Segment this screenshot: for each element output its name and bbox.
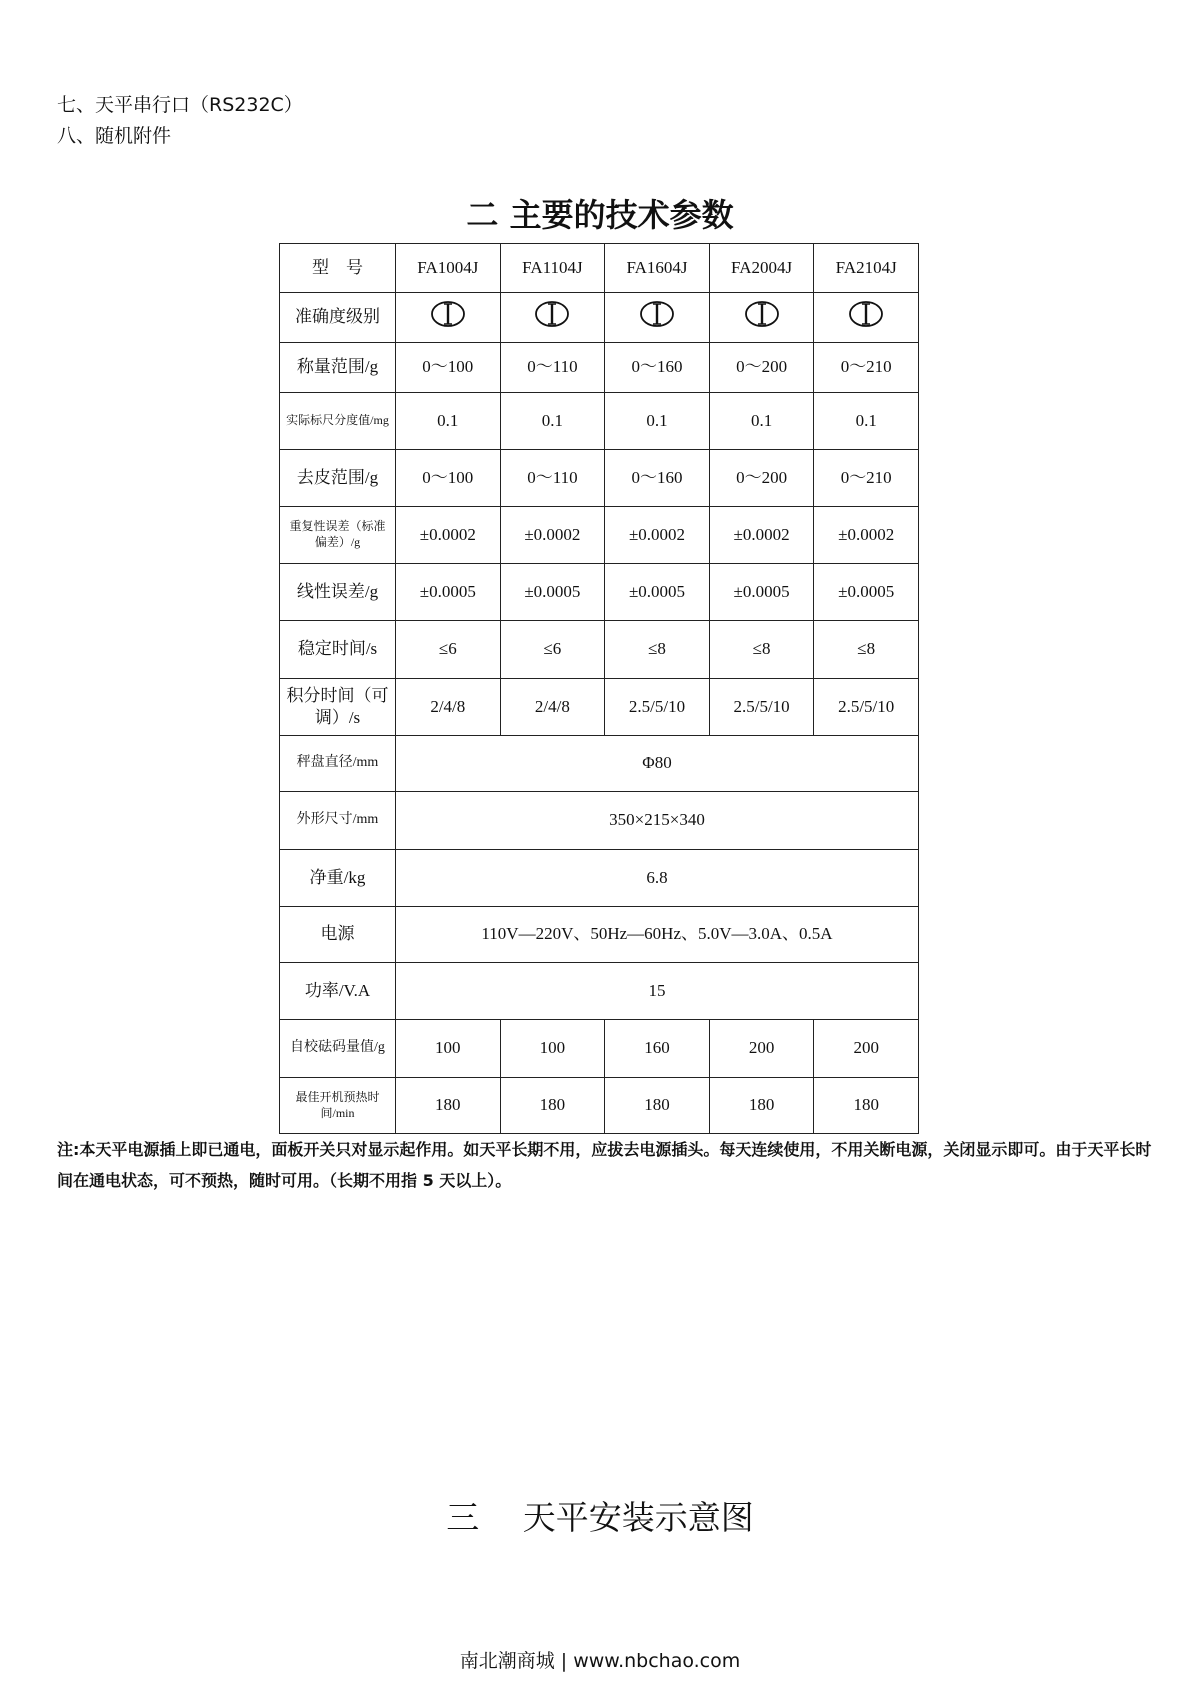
value-cell: ≤8: [605, 621, 710, 679]
value-cell: 180: [709, 1078, 814, 1134]
value-cell: 160: [605, 1020, 710, 1078]
value-cell: ±0.0005: [709, 564, 814, 621]
accuracy-class-I-icon: [744, 300, 780, 328]
model-header: FA1604J: [605, 244, 710, 293]
value-cell: 0.1: [396, 393, 501, 450]
accuracy-class-I-icon: [848, 300, 884, 328]
spec-row: [280, 736, 919, 792]
row-label: 电源: [280, 907, 396, 963]
value-cell: 0.1: [709, 393, 814, 450]
value-cell: ±0.0005: [500, 564, 605, 621]
value-cell: ±0.0002: [605, 507, 710, 564]
accuracy-cell: [814, 293, 919, 343]
spec-row: [280, 450, 919, 507]
section-title-specs: 二 主要的技术参数: [466, 196, 734, 234]
value-cell: ±0.0005: [814, 564, 919, 621]
value-cell: ±0.0002: [709, 507, 814, 564]
value-cell: 0～100: [396, 450, 501, 507]
value-cell: 2.5/5/10: [605, 679, 710, 736]
row-label: 净重/kg: [280, 850, 396, 907]
value-cell: 180: [396, 1078, 501, 1134]
value-cell: 2.5/5/10: [709, 679, 814, 736]
spec-row: [280, 907, 919, 963]
accuracy-cell: [605, 293, 710, 343]
value-cell: 100: [500, 1020, 605, 1078]
power-note: 注:本天平电源插上即已通电，面板开关只对显示起作用。如天平长期不用，应拔去电源插头。每天连续使用，不用关断电源，关闭显示即可。由于天平长时间在通电状态，可不预热，随时可用。（长期不用指 5 天以上）。: [57, 1140, 1152, 1190]
spec-row: [280, 679, 919, 736]
toc-item-serial-port: 七、天平串行口（RS232C）: [57, 94, 303, 116]
spec-row: [280, 621, 919, 679]
spec-row: [280, 393, 919, 450]
accuracy-class-I-icon: [534, 300, 570, 328]
row-label: 积分时间（可调）/s: [280, 679, 396, 736]
value-cell: 200: [709, 1020, 814, 1078]
value-cell: 100: [396, 1020, 501, 1078]
value-cell: 0～200: [709, 343, 814, 393]
value-cell: 0.1: [605, 393, 710, 450]
row-label: 准确度级别: [280, 293, 396, 343]
value-cell: 180: [605, 1078, 710, 1134]
toc-item-accessories: 八、随机附件: [57, 125, 172, 147]
value-cell: 0～110: [500, 343, 605, 393]
value-cell: 0～160: [605, 343, 710, 393]
value-cell: ±0.0002: [814, 507, 919, 564]
row-label: 实际标尺分度值/mg: [280, 393, 396, 450]
value-cell: 0.1: [500, 393, 605, 450]
model-header: FA1004J: [396, 244, 501, 293]
value-cell: ≤6: [500, 621, 605, 679]
accuracy-class-I-icon: [430, 300, 466, 328]
value-cell: 2/4/8: [500, 679, 605, 736]
accuracy-cell: [709, 293, 814, 343]
value-cell: ±0.0005: [605, 564, 710, 621]
merged-value: 350×215×340: [396, 792, 919, 850]
accuracy-cell: [396, 293, 501, 343]
value-cell: 2.5/5/10: [814, 679, 919, 736]
accuracy-class-I-icon: [639, 300, 675, 328]
section-title-installation: 三 天平安装示意图: [446, 1498, 754, 1537]
value-cell: 0～210: [814, 343, 919, 393]
value-cell: 2/4/8: [396, 679, 501, 736]
row-label: 稳定时间/s: [280, 621, 396, 679]
row-label: 重复性误差（标准偏差）/g: [280, 507, 396, 564]
value-cell: 200: [814, 1020, 919, 1078]
value-cell: 0.1: [814, 393, 919, 450]
spec-row: [280, 1020, 919, 1078]
merged-value: 6.8: [396, 850, 919, 907]
value-cell: 0～110: [500, 450, 605, 507]
spec-row: [280, 564, 919, 621]
row-label: 功率/V.A: [280, 963, 396, 1020]
value-cell: 180: [814, 1078, 919, 1134]
row-label: 自校砝码量值/g: [280, 1020, 396, 1078]
row-label: 线性误差/g: [280, 564, 396, 621]
row-label: 去皮范围/g: [280, 450, 396, 507]
spec-row: [280, 343, 919, 393]
spec-row: [280, 1078, 919, 1134]
merged-value: 15: [396, 963, 919, 1020]
value-cell: 0～200: [709, 450, 814, 507]
header-row: [280, 244, 919, 293]
spec-row: [280, 963, 919, 1020]
model-header: FA1104J: [500, 244, 605, 293]
value-cell: ±0.0002: [396, 507, 501, 564]
footer-watermark: 南北潮商城 | www.nbchao.com: [459, 1650, 741, 1672]
row-label: 称量范围/g: [280, 343, 396, 393]
row-label: 最佳开机预热时间/min: [280, 1078, 396, 1134]
accuracy-row: [280, 293, 919, 343]
spec-row: [280, 507, 919, 564]
spec-row: [280, 850, 919, 907]
value-cell: 0～210: [814, 450, 919, 507]
model-header: FA2004J: [709, 244, 814, 293]
model-header: FA2104J: [814, 244, 919, 293]
spec-table: [279, 243, 919, 1134]
value-cell: 0～100: [396, 343, 501, 393]
merged-value: Φ80: [396, 736, 919, 792]
row-label: 秤盘直径/mm: [280, 736, 396, 792]
value-cell: ≤8: [814, 621, 919, 679]
value-cell: 0～160: [605, 450, 710, 507]
value-cell: ±0.0005: [396, 564, 501, 621]
spec-row: [280, 792, 919, 850]
value-cell: 180: [500, 1078, 605, 1134]
value-cell: ≤6: [396, 621, 501, 679]
header-label: 型 号: [280, 244, 396, 293]
merged-value: 110V—220V、50Hz—60Hz、5.0V—3.0A、0.5A: [396, 907, 919, 963]
value-cell: ≤8: [709, 621, 814, 679]
value-cell: ±0.0002: [500, 507, 605, 564]
row-label: 外形尺寸/mm: [280, 792, 396, 850]
accuracy-cell: [500, 293, 605, 343]
